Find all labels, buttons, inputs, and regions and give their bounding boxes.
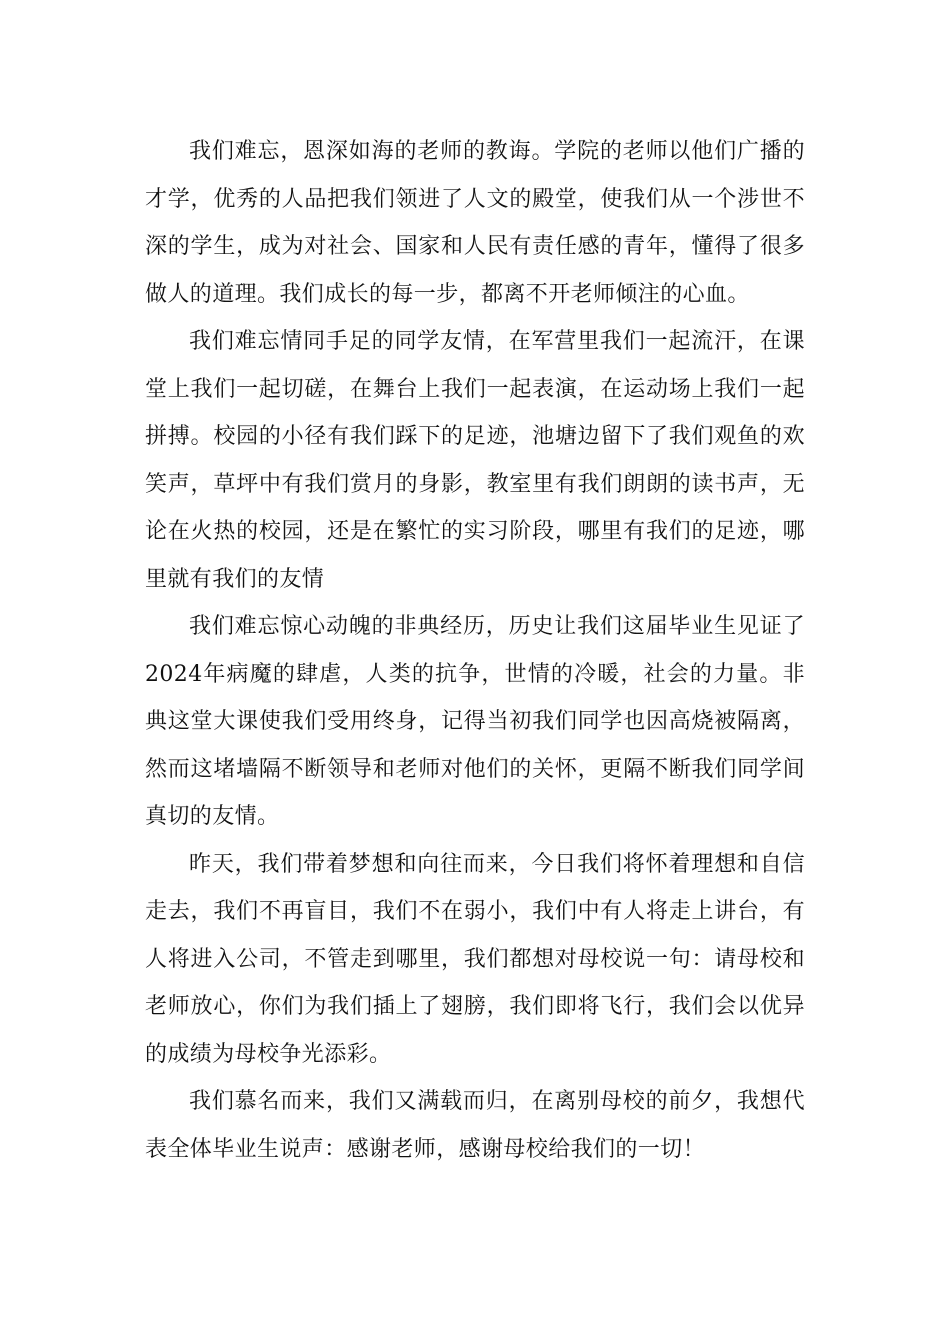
paragraph-classmates: 我们难忘情同手足的同学友情，在军营里我们一起流汗，在课堂上我们一起切磋，在舞台上我们一起表演，在运动场上我们一起拼搏。校园的小径有我们踩下的足迹，池塘边留下了我们观鱼的欢笑声，草坪中有我们赏月的身影，教室里有我们朗朗的读书声，无论在火热的校园，还是在繁忙的实习阶段，哪里有我们的足迹，哪里就有我们的友情 [145, 329, 805, 592]
paragraph-future: 昨天，我们带着梦想和向往而来，今日我们将怀着理想和自信走去，我们不再盲目，我们不在弱小，我们中有人将走上讲台，有人将进入公司，不管走到哪里，我们都想对母校说一句：请母校和老师放心，你们为我们插上了翅膀，我们即将飞行，我们会以优异的成绩为母校争光添彩。 [145, 851, 805, 1067]
paragraph-sars-experience: 我们难忘惊心动魄的非典经历，历史让我们这届毕业生见证了2024年病魔的肆虐，人类的抗争，世情的冷暖，社会的力量。非典这堂大课使我们受用终身，记得当初我们同学也因高烧被隔离，然而这堵墙隔不断领导和老师对他们的关怀，更隔不断我们同学间真切的友情。 [145, 614, 805, 829]
paragraph-thanks: 我们慕名而来，我们又满载而归，在离别母校的前夕，我想代表全体毕业生说声：感谢老师，感谢母校给我们的一切！ [145, 1089, 805, 1162]
paragraph-teachers: 我们难忘，恩深如海的老师的教诲。学院的老师以他们广播的才学，优秀的人品把我们领进了人文的殿堂，使我们从一个涉世不深的学生，成为对社会、国家和人民有责任感的青年，懂得了很多做人的道理。我们成长的每一步，都离不开老师倾注的心血。 [145, 139, 805, 307]
document-body [145, 128, 805, 1173]
